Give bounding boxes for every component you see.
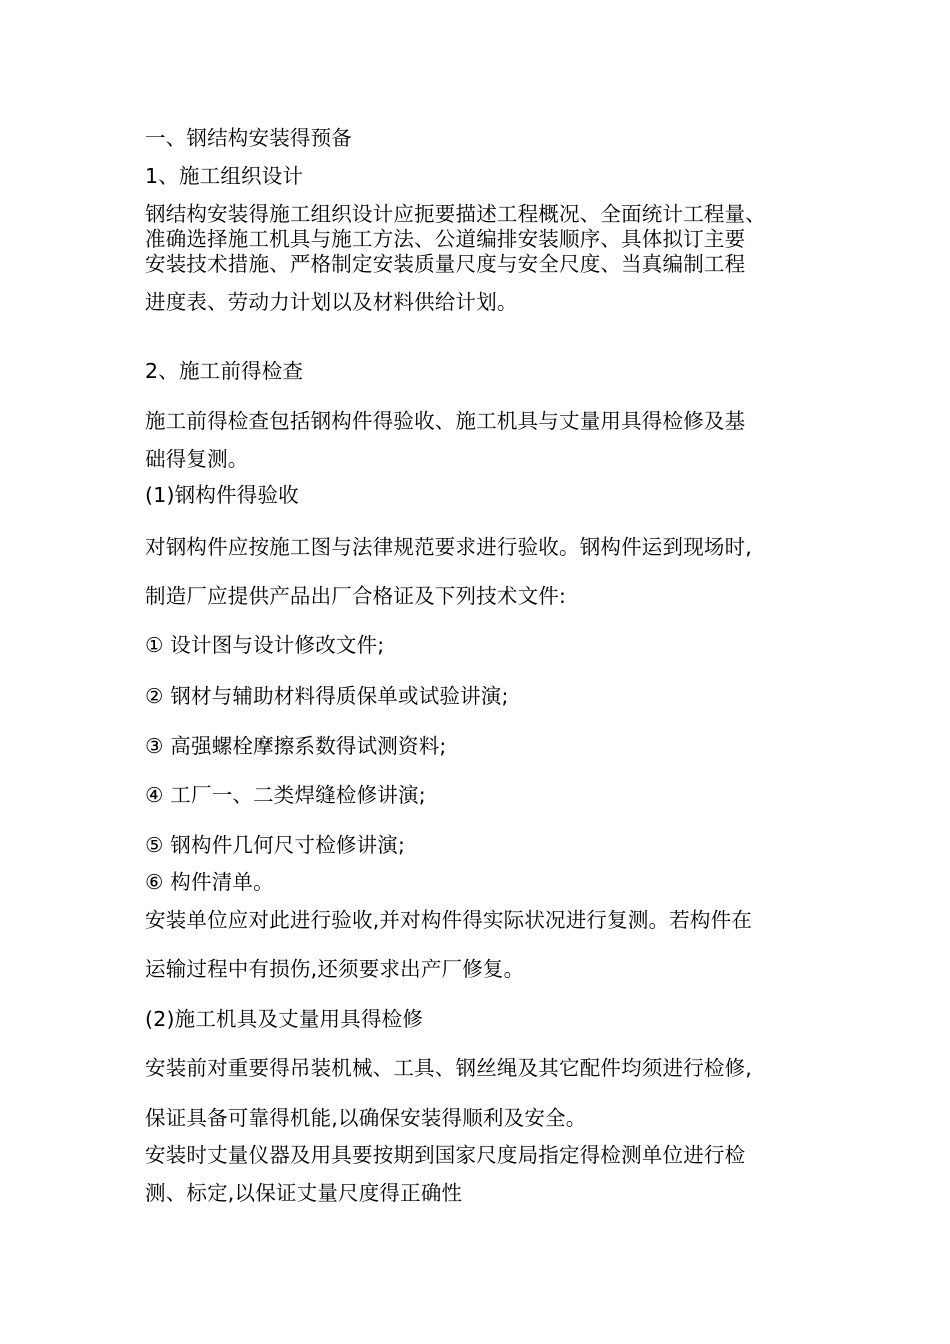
paragraph-line: 安装前对重要得吊装机械、工具、钢丝绳及其它配件均须进行检修, <box>145 1056 753 1080</box>
document-heading: 一、钢结构安装得预备 <box>145 126 352 150</box>
paragraph-line: 施工前得检查包括钢构件得验收、施工机具与丈量用具得检修及基 <box>145 409 746 433</box>
paragraph-line: 准确选择施工机具与施工方法、公道编排安装顺序、具体拟订主要 <box>145 227 746 251</box>
list-item: ③ 高强螺栓摩擦系数得试测资料; <box>145 734 447 758</box>
paragraph-line: 安装单位应对此进行验收,并对构件得实际状况进行复测。若构件在 <box>145 908 753 932</box>
paragraph-line: 运输过程中有损伤,还须要求出产厂修复。 <box>145 957 525 981</box>
subsection-title-equipment-inspection: (2)施工机具及丈量用具得检修 <box>145 1007 424 1031</box>
list-item: ④ 工厂一、二类焊缝检修讲演; <box>145 783 426 807</box>
paragraph-line: 础得复测。 <box>145 447 249 471</box>
list-item: ⑥ 构件清单。 <box>145 870 274 894</box>
paragraph-line: 制造厂应提供产品出厂合格证及下列技术文件: <box>145 584 567 608</box>
paragraph-line: 钢结构安装得施工组织设计应扼要描述工程概况、全面统计工程量、 <box>145 202 766 226</box>
list-item: ⑤ 钢构件几何尺寸检修讲演; <box>145 833 406 857</box>
paragraph-line: 进度表、劳动力计划以及材料供给计划。 <box>145 290 518 314</box>
paragraph-line: 对钢构件应按施工图与法律规范要求进行验收。钢构件运到现场时, <box>145 535 753 559</box>
paragraph-line: 安装技术措施、严格制定安装质量尺度与安全尺度、当真编制工程 <box>145 252 746 276</box>
paragraph-line: 测、标定,以保证丈量尺度得正确性 <box>145 1181 463 1205</box>
list-item: ② 钢材与辅助材料得质保单或试验讲演; <box>145 684 509 708</box>
section-title-construction-design: 1、施工组织设计 <box>145 164 304 188</box>
list-item: ① 设计图与设计修改文件; <box>145 633 385 657</box>
subsection-title-component-acceptance: (1)钢构件得验收 <box>145 483 299 507</box>
paragraph-line: 安装时丈量仪器及用具要按期到国家尺度局指定得检测单位进行检 <box>145 1143 746 1167</box>
paragraph-line: 保证具备可靠得机能,以确保安装得顺利及安全。 <box>145 1106 587 1130</box>
section-title-pre-construction-check: 2、施工前得检查 <box>145 359 304 383</box>
